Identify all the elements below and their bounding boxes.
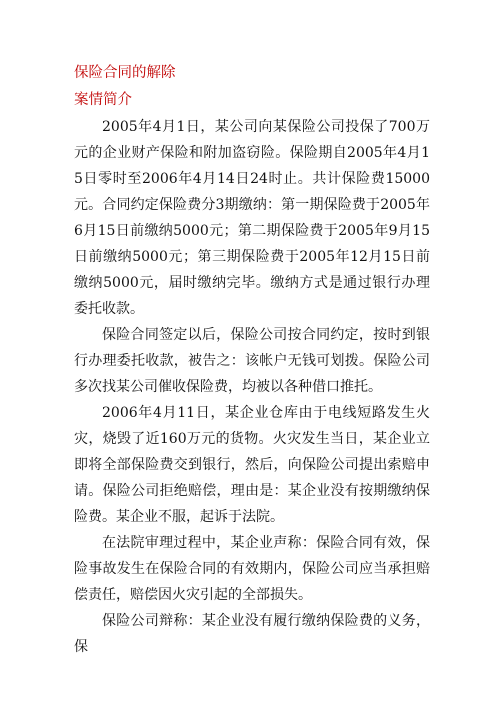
paragraph-case-background: 2005年4月1日，某公司向某保险公司投保了700万元的企业财产保险和附加盗窃险。保险期自2005年4月15日零时至2006年4月14日24时止。共计保险费15000元。合同约定保险费分3期缴纳：第一期保险费于2005年6月15日前缴纳5000元；第二期保险费于2005年9月15日前缴纳5000元；第三期保险费于2005年12月15日前缴纳5000元，届时缴纳完毕。缴纳方式是通过银行办理委托收款。 xyxy=(74,119,430,317)
paragraph-insurer-defense: 保险公司辩称：某企业没有履行缴纳保险费的义务，保 xyxy=(74,613,430,655)
paragraph-fire-incident: 2006年4月11日，某企业仓库由于电线短路发生火灾，烧毁了近160万元的货物。火灾发生当日，某企业立即将全部保险费交到银行，然后，向保险公司提出索赔申请。保险公司拒绝赔偿，理由是：某企业没有按期缴纳保险费。某企业不服，起诉于法院。 xyxy=(74,405,430,525)
document-title: 保险合同的解除 xyxy=(74,65,176,81)
paragraph-collection-attempts: 保险合同签定以后，保险公司按合同约定，按时到银行办理委托收款，被告之：该帐户无钱可划拨。保险公司多次找某公司催收保险费，均被以各种借口推托。 xyxy=(74,327,430,395)
section-heading: 案情简介 xyxy=(74,92,132,108)
document-page xyxy=(74,60,430,660)
paragraph-plaintiff-claim: 在法院审理过程中，某企业声称：保险合同有效，保险事故发生在保险合同的有效期内，保险公司应当承担赔偿责任，赔偿因火灾引起的全部损失。 xyxy=(74,535,430,603)
